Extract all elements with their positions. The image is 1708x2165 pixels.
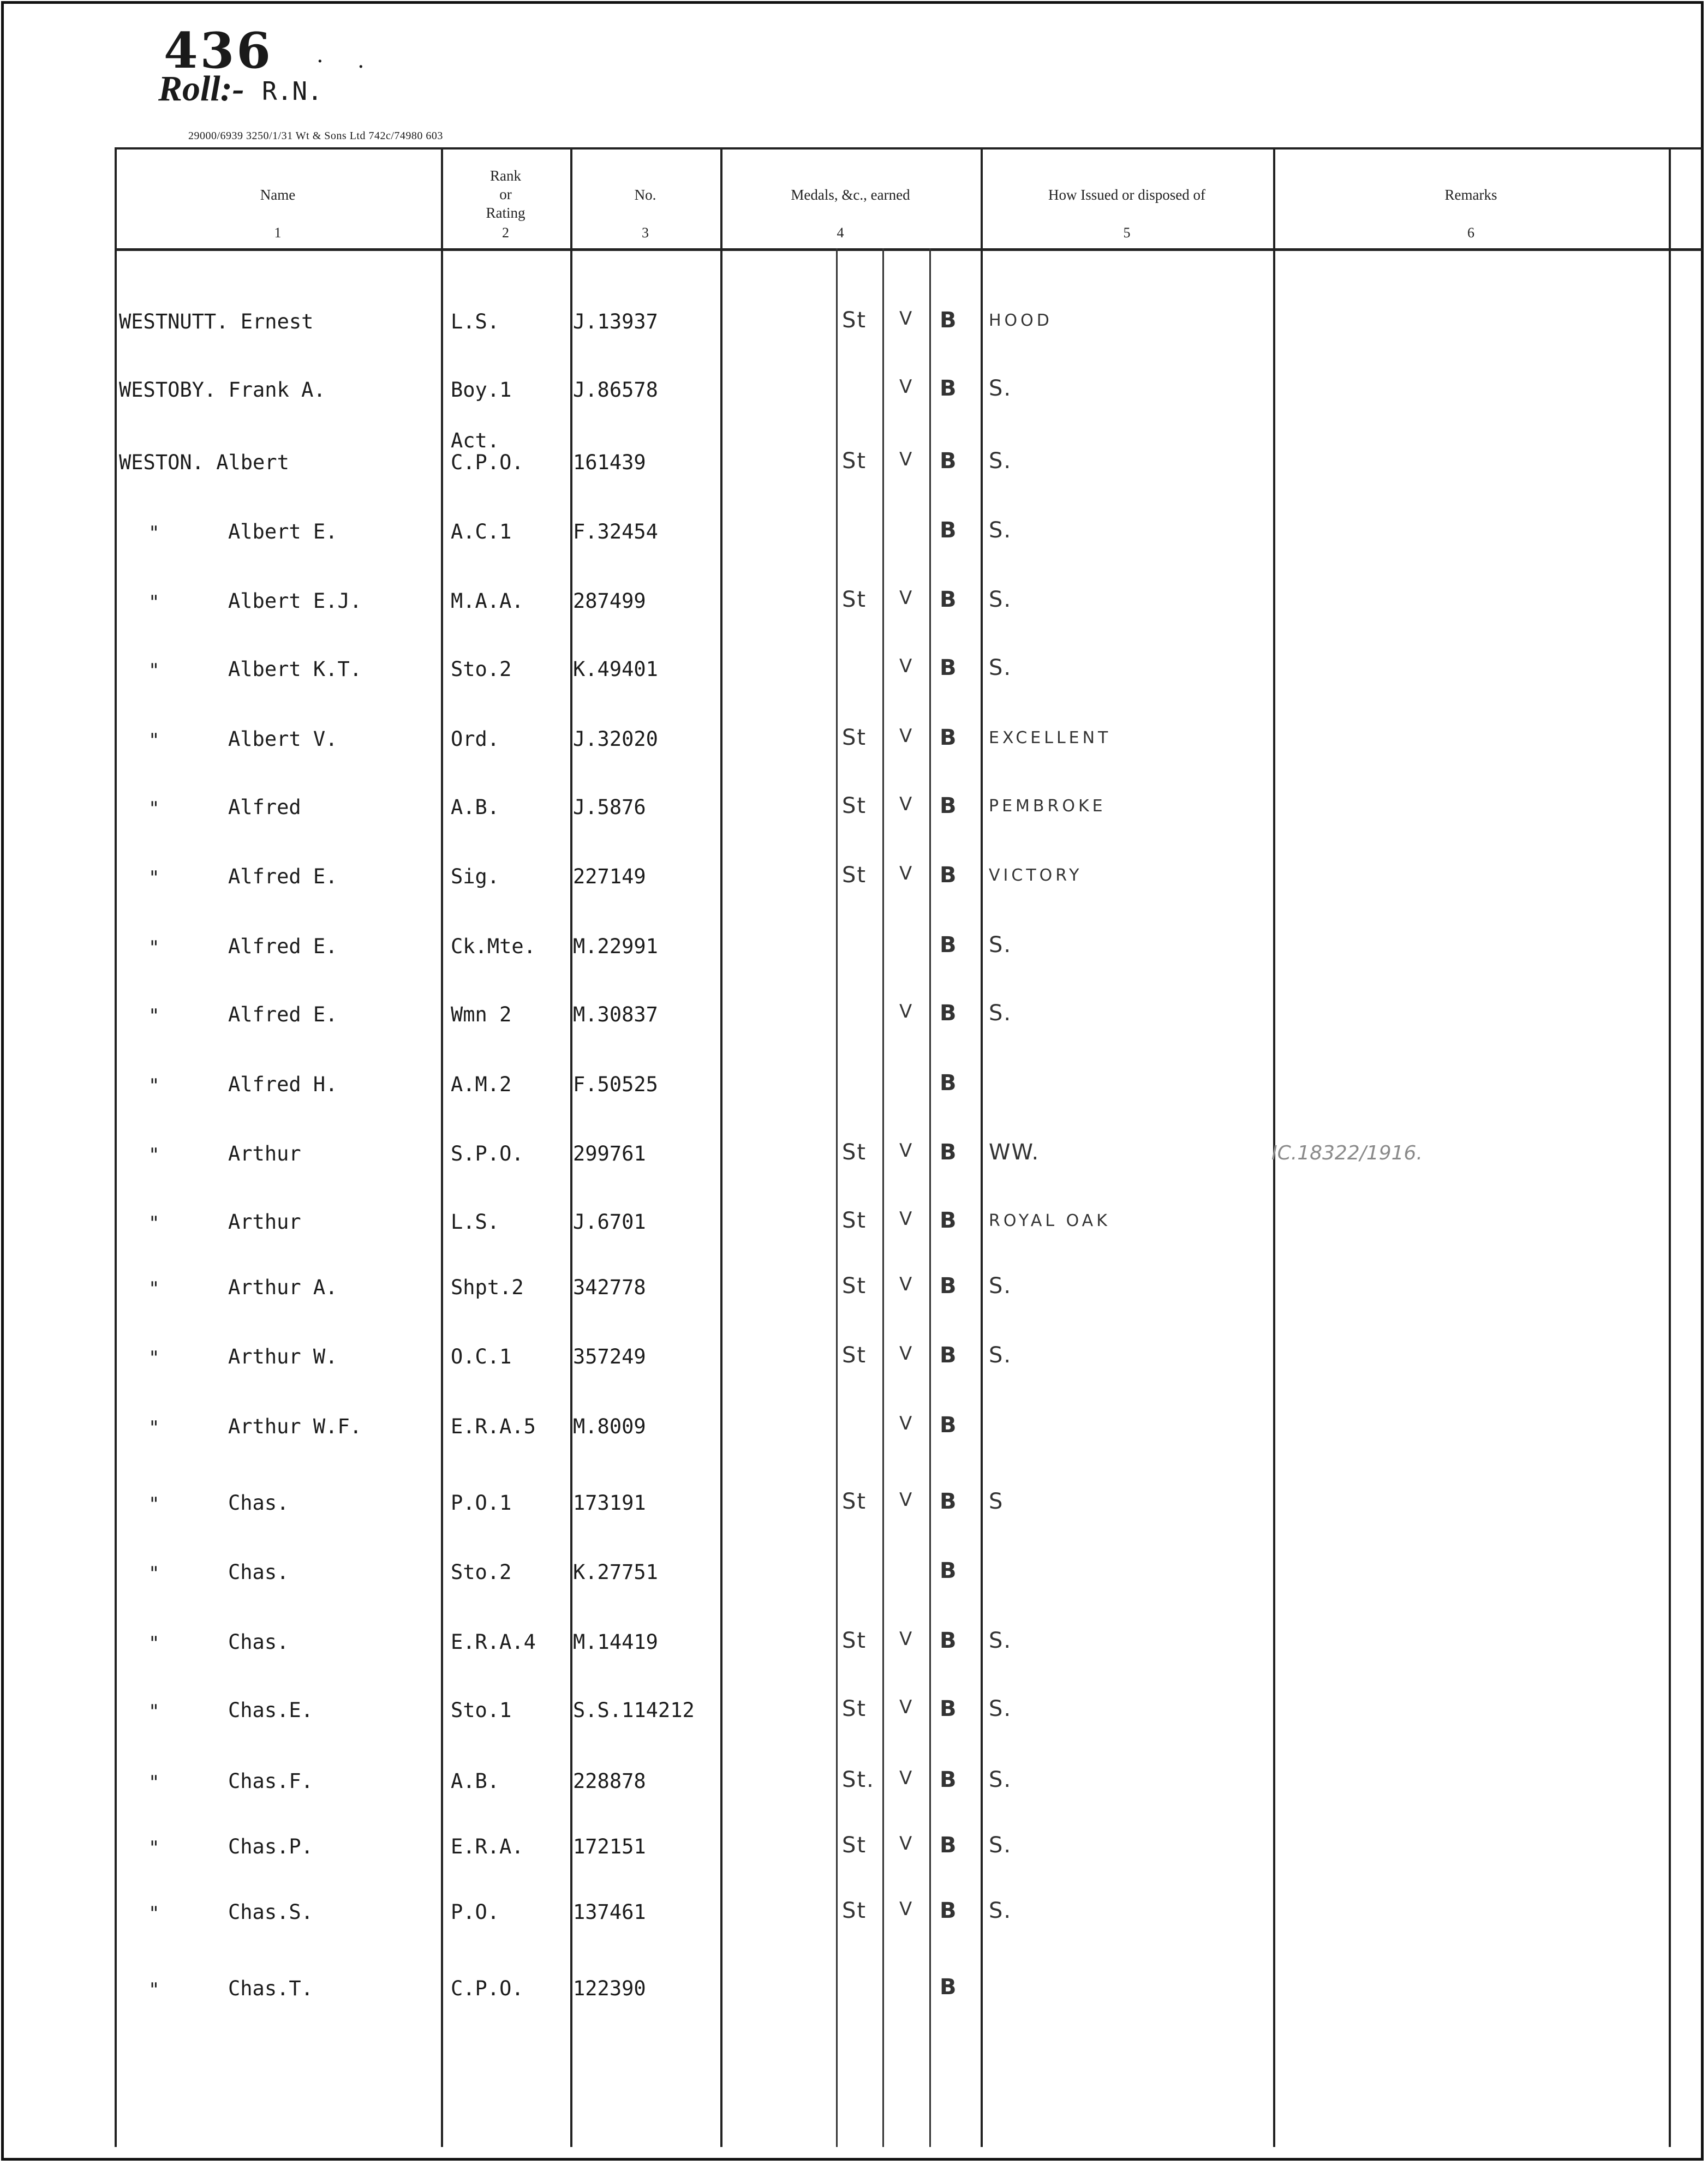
medal-star-mark: St. (842, 1767, 875, 1792)
entry-name: Chas.P. (228, 1835, 313, 1858)
entry-rank: Act. C.P.O. (451, 429, 524, 474)
column-divider (115, 147, 117, 2147)
medal-victory-mark: B (940, 1413, 958, 1438)
issue-disposition: S. (989, 1273, 1012, 1299)
ditto-mark: " (148, 729, 160, 751)
medal-victory-mark: B (940, 448, 958, 474)
page-number: 436 (164, 22, 273, 80)
column-number-4: 4 (837, 225, 844, 241)
column-number-3: 3 (642, 225, 649, 241)
entry-name: Albert V. (228, 727, 338, 751)
issue-disposition: S. (989, 1767, 1012, 1792)
column-divider (1669, 147, 1671, 2147)
roll-label: Roll:- (158, 69, 244, 109)
medal-victory-mark: B (940, 1140, 958, 1165)
entry-name: Albert K.T. (228, 657, 362, 681)
column-heading-name: Name (260, 187, 296, 203)
ditto-mark: " (148, 1837, 160, 1859)
column-number-5: 5 (1123, 225, 1131, 241)
entry-rank: Shpt.2 (451, 1276, 524, 1299)
entry-rank: P.O. (451, 1900, 500, 1924)
entry-rank: M.A.A. (451, 589, 524, 613)
entry-rank: A.C.1 (451, 520, 512, 543)
entry-rank: A.B. (451, 1769, 500, 1793)
medal-war-mark: V (899, 1696, 913, 1718)
entry-rank: E.R.A.5 (451, 1415, 536, 1438)
entry-service-number: 342778 (573, 1276, 646, 1299)
entry-service-number: 357249 (573, 1345, 646, 1368)
medal-subcolumn-divider (882, 248, 884, 2147)
ditto-mark: " (148, 1278, 160, 1300)
medal-victory-mark: B (940, 1767, 958, 1792)
issue-disposition: ROYAL OAK (989, 1211, 1110, 1230)
ditto-mark: " (148, 1075, 160, 1097)
ditto-mark: " (148, 1979, 160, 2001)
medal-subcolumn-divider (929, 248, 931, 2147)
entry-rank: L.S. (451, 310, 500, 333)
medal-war-mark: V (899, 1898, 913, 1920)
ditto-mark: " (148, 937, 160, 959)
medal-victory-mark: B (940, 793, 958, 818)
issue-disposition: S. (989, 1696, 1012, 1721)
ditto-mark: " (148, 798, 160, 820)
medal-star-mark: St (842, 1696, 867, 1721)
issue-disposition: S. (989, 1833, 1012, 1858)
entry-service-number: M.30837 (573, 1003, 658, 1026)
printer-imprint: 29000/6939 3250/1/31 Wt & Sons Ltd 742c/74980 603 (188, 130, 443, 142)
issue-disposition: S. (989, 932, 1012, 958)
medal-war-mark: V (899, 1628, 913, 1650)
medal-star-mark: St (842, 308, 867, 333)
entry-rank: P.O.1 (451, 1491, 512, 1515)
issue-disposition: S. (989, 518, 1012, 543)
column-divider (981, 147, 983, 2147)
column-heading-issued: How Issued or disposed of (1048, 187, 1205, 203)
table-top-rule (115, 147, 1703, 149)
medal-war-mark: V (899, 1208, 913, 1230)
entry-rank: Sto.1 (451, 1698, 512, 1722)
entry-name: Arthur W. (228, 1345, 338, 1368)
entry-name: Chas.S. (228, 1900, 313, 1924)
entry-service-number: 287499 (573, 589, 646, 613)
entry-name: Chas.T. (228, 1977, 313, 2000)
entry-service-number: M.14419 (573, 1630, 658, 1654)
entry-service-number: 172151 (573, 1835, 646, 1858)
entry-name: Arthur W.F. (228, 1415, 362, 1438)
medal-victory-mark: B (940, 1975, 958, 2000)
entry-service-number: M.22991 (573, 935, 658, 958)
ditto-mark: " (148, 867, 160, 889)
issue-disposition: S. (989, 1898, 1012, 1923)
ditto-mark: " (148, 522, 160, 544)
medal-war-mark: V (899, 1343, 913, 1365)
ditto-mark: " (148, 660, 160, 681)
service-label: R.N. (262, 76, 323, 106)
entry-rank: Sto.2 (451, 1560, 512, 1584)
medal-star-mark: St (842, 587, 867, 612)
column-divider (441, 147, 443, 2147)
medal-star-mark: St (842, 1140, 867, 1165)
entry-service-number: M.8009 (573, 1415, 646, 1438)
entry-name: WESTON. Albert (119, 451, 289, 474)
medal-victory-mark: B (940, 1558, 958, 1583)
column-heading-rank (441, 166, 570, 222)
entry-name: Arthur (228, 1210, 301, 1234)
medal-war-mark: V (899, 1273, 913, 1295)
medal-victory-mark: B (940, 1208, 958, 1233)
entry-name: Albert E. (228, 520, 338, 543)
issue-disposition: VICTORY (989, 866, 1083, 885)
entry-rank: Ck.Mte. (451, 935, 536, 958)
entry-service-number: J.5876 (573, 796, 646, 819)
entry-rank: E.R.A.4 (451, 1630, 536, 1654)
medal-war-mark: V (899, 863, 913, 884)
entry-name: Alfred E. (228, 865, 338, 888)
ditto-mark: " (148, 1493, 160, 1515)
column-heading-medals: Medals, &c., earned (791, 187, 910, 203)
ditto-mark: " (148, 1632, 160, 1654)
medal-war-mark: V (899, 725, 913, 747)
header-bottom-rule (115, 248, 1703, 251)
rank-heading-text: Rank or Rating (486, 168, 525, 221)
medal-star-mark: St (842, 1833, 867, 1858)
medal-victory-mark: B (940, 1343, 958, 1368)
medal-war-mark: V (899, 1413, 913, 1434)
entry-name: WESTOBY. Frank A. (119, 378, 326, 402)
issue-disposition: EXCELLENT (989, 728, 1112, 747)
entry-service-number: 228878 (573, 1769, 646, 1793)
medal-star-mark: St (842, 1208, 867, 1233)
medal-victory-mark: B (940, 1833, 958, 1858)
entry-rank: Sig. (451, 865, 500, 888)
entry-rank: C.P.O. (451, 1977, 524, 2000)
entry-service-number: S.S.114212 (573, 1698, 695, 1722)
medal-victory-mark: B (940, 725, 958, 750)
medal-war-mark: V (899, 1001, 913, 1022)
issue-disposition: HOOD (989, 311, 1053, 330)
entry-rank: Ord. (451, 727, 500, 751)
issue-disposition: WW. (989, 1140, 1040, 1165)
medal-victory-mark: B (940, 1273, 958, 1299)
medal-star-mark: St (842, 1489, 867, 1514)
medal-star-mark: St (842, 1273, 867, 1299)
ditto-mark: " (148, 1005, 160, 1027)
medal-war-mark: V (899, 308, 913, 330)
entry-name: Chas.F. (228, 1769, 313, 1793)
entry-name: WESTNUTT. Ernest (119, 310, 314, 333)
issue-disposition: PEMBROKE (989, 797, 1106, 816)
medal-war-mark: V (899, 655, 913, 677)
medal-victory-mark: B (940, 376, 958, 401)
entry-name: Arthur (228, 1142, 301, 1165)
entry-name: Arthur A. (228, 1276, 338, 1299)
medal-subcolumn-divider (836, 248, 838, 2147)
medal-victory-mark: B (940, 1489, 958, 1514)
column-divider (720, 147, 722, 2147)
ditto-mark: " (148, 591, 160, 613)
medal-victory-mark: B (940, 1898, 958, 1923)
entry-rank: S.P.O. (451, 1142, 524, 1165)
medal-victory-mark: B (940, 1628, 958, 1653)
medal-victory-mark: B (940, 932, 958, 958)
issue-disposition: S. (989, 1001, 1012, 1026)
ditto-mark: " (148, 1212, 160, 1234)
entry-name: Chas. (228, 1560, 289, 1584)
ink-mark: · (316, 49, 324, 74)
entry-rank: Sto.2 (451, 657, 512, 681)
ditto-mark: " (148, 1347, 160, 1369)
issue-disposition: S (989, 1489, 1004, 1514)
entry-rank: Wmn 2 (451, 1003, 512, 1026)
entry-name: Alfred (228, 796, 301, 819)
medal-victory-mark: B (940, 655, 958, 680)
medal-victory-mark: B (940, 587, 958, 612)
medal-war-mark: V (899, 1767, 913, 1789)
entry-name: Alfred E. (228, 1003, 338, 1026)
entry-service-number: K.27751 (573, 1560, 658, 1584)
medal-star-mark: St (842, 448, 867, 474)
entry-service-number: J.13937 (573, 310, 658, 333)
entry-service-number: 299761 (573, 1142, 646, 1165)
medal-victory-mark: B (940, 1070, 958, 1096)
entry-service-number: F.32454 (573, 520, 658, 543)
column-divider (570, 147, 572, 2147)
ditto-mark: " (148, 1563, 160, 1584)
issue-disposition: S. (989, 448, 1012, 474)
entry-rank: Boy.1 (451, 378, 512, 402)
medal-victory-mark: B (940, 518, 958, 543)
ditto-mark: " (148, 1701, 160, 1723)
entry-service-number: F.50525 (573, 1073, 658, 1096)
entry-rank: A.B. (451, 796, 500, 819)
column-number-2: 2 (502, 225, 509, 241)
medal-star-mark: St (842, 725, 867, 750)
entry-rank: L.S. (451, 1210, 500, 1234)
entry-name: Chas. (228, 1630, 289, 1654)
medal-war-mark: V (899, 1489, 913, 1511)
medal-victory-mark: B (940, 308, 958, 333)
medal-star-mark: St (842, 1343, 867, 1368)
entry-service-number: 227149 (573, 865, 646, 888)
entry-service-number: J.6701 (573, 1210, 646, 1234)
column-heading-remarks: Remarks (1444, 187, 1497, 203)
medal-victory-mark: B (940, 1001, 958, 1026)
entry-service-number: J.32020 (573, 727, 658, 751)
medal-war-mark: V (899, 1833, 913, 1855)
issue-disposition: S. (989, 587, 1012, 612)
ink-mark: · (357, 55, 365, 80)
entry-name: Alfred H. (228, 1073, 338, 1096)
entry-name: Alfred E. (228, 935, 338, 958)
entry-rank: A.M.2 (451, 1073, 512, 1096)
issue-disposition: S. (989, 1628, 1012, 1653)
medal-star-mark: St (842, 1898, 867, 1923)
entry-rank: E.R.A. (451, 1835, 524, 1858)
ditto-mark: " (148, 1772, 160, 1793)
column-number-6: 6 (1467, 225, 1474, 241)
column-number-1: 1 (274, 225, 282, 241)
medal-star-mark: St (842, 1628, 867, 1653)
entry-service-number: 173191 (573, 1491, 646, 1515)
ditto-mark: " (148, 1417, 160, 1439)
medal-war-mark: V (899, 587, 913, 609)
column-heading-number: No. (634, 187, 656, 203)
entry-service-number: J.86578 (573, 378, 658, 402)
issue-disposition: S. (989, 655, 1012, 680)
entry-service-number: K.49401 (573, 657, 658, 681)
medal-war-mark: V (899, 1140, 913, 1162)
medal-victory-mark: B (940, 863, 958, 888)
medal-war-mark: V (899, 448, 913, 470)
entry-remark: IC.18322/1916. (1271, 1142, 1423, 1164)
medal-victory-mark: B (940, 1696, 958, 1721)
entry-name: Albert E.J. (228, 589, 362, 613)
medal-war-mark: V (899, 793, 913, 815)
medal-star-mark: St (842, 793, 867, 818)
entry-service-number: 137461 (573, 1900, 646, 1924)
ditto-mark: " (148, 1903, 160, 1924)
entry-service-number: 161439 (573, 451, 646, 474)
ditto-mark: " (148, 1144, 160, 1166)
entry-name: Chas.E. (228, 1698, 313, 1722)
entry-name: Chas. (228, 1491, 289, 1515)
entry-service-number: 122390 (573, 1977, 646, 2000)
medal-star-mark: St (842, 863, 867, 888)
issue-disposition: S. (989, 376, 1012, 401)
issue-disposition: S. (989, 1343, 1012, 1368)
medal-war-mark: V (899, 376, 913, 398)
entry-rank: O.C.1 (451, 1345, 512, 1368)
